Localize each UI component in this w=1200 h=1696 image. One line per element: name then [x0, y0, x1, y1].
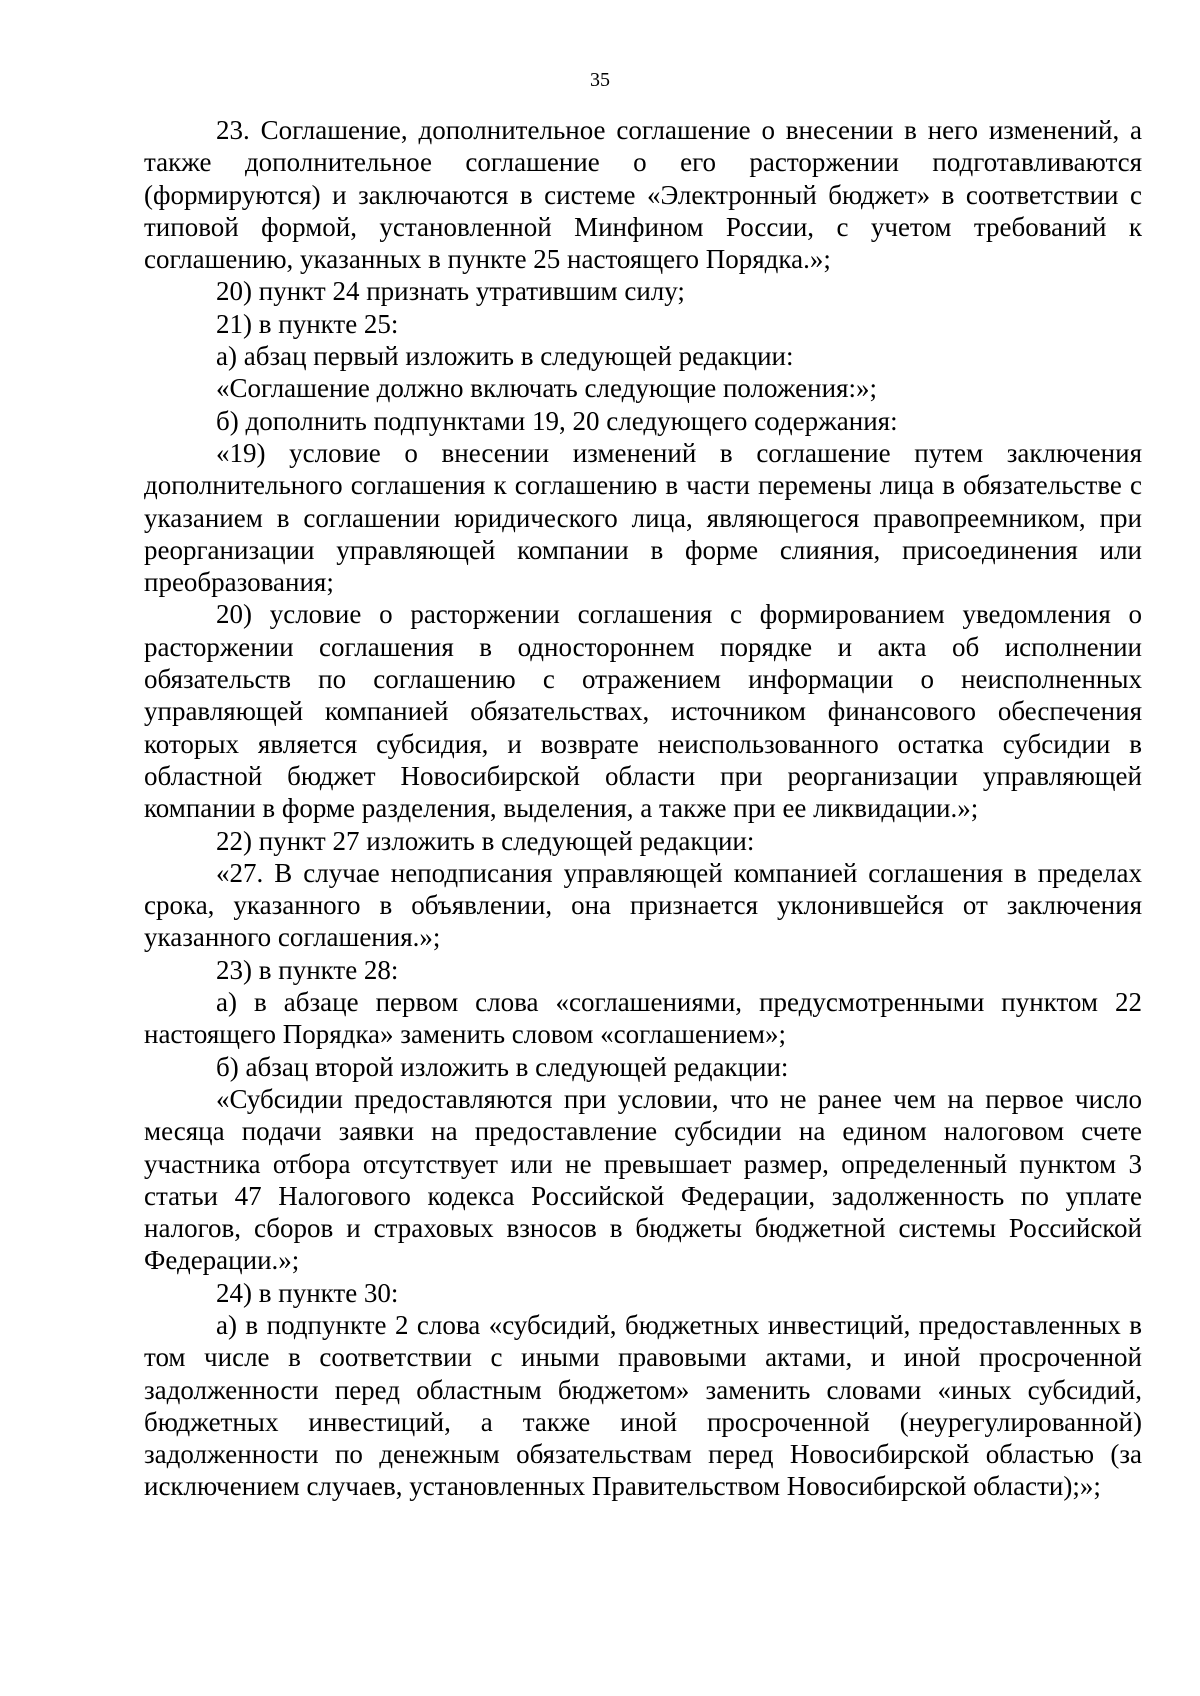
paragraph-item-22: 22) пункт 27 изложить в следующей редакции: [216, 825, 755, 856]
paragraph-item-21-a: а) абзац первый изложить в следующей редакции: [216, 341, 794, 372]
paragraph-item-23-b: б) абзац второй изложить в следующей редакции: [216, 1051, 789, 1082]
paragraph-item-21: 21) в пункте 25: [216, 308, 399, 339]
paragraph-subitem-20: 20) условие о расторжении соглашения с формированием уведомления о расторжении соглашения в одностороннем порядке и акта об исполнении обязательств по соглашению с отражением информации о неисполненных управляющей компанией обязательствах, источником финансового обеспечения которых является субсидия, и возврате неиспользованного остатка субсидии в областной бюджет Новосибирской области при реорганизации управляющей компании в форме разделения, выделения, а также при ее ликвидации.»; [144, 599, 1142, 824]
paragraph-item-24-a: а) в подпункте 2 слова «субсидий, бюджетных инвестиций, предоставленных в том числе в соответствии с иными правовыми актами, и иной просроченной задолженности перед областным бюджетом» заменить словами «иных субсидий, бюджетных инвестиций, а также иной просроченной (неурегулированной) задолженности по денежным обязательствам перед Новосибирской областью (за исключением случаев, установленных Правительством Новосибирской области);»; [144, 1309, 1142, 1502]
paragraph-item-24: 24) в пункте 30: [216, 1277, 399, 1308]
paragraph-item-21-b: б) дополнить подпунктами 19, 20 следующего содержания: [216, 405, 898, 436]
paragraph-item-21-a-text: «Соглашение должно включать следующие положения:»; [216, 373, 877, 404]
document-body [144, 114, 1142, 1503]
paragraph-clause-23: 23. Соглашение, дополнительное соглашение о внесении в него изменений, а также дополнительное соглашение о его расторжении подготавливаются (формируются) и заключаются в системе «Электронный бюджет» в соответствии с типовой формой, установленной Минфином России, с учетом требований к соглашению, указанных в пункте 25 настоящего Порядка.»; [144, 115, 1142, 275]
paragraph-item-23-a: а) в абзаце первом слова «соглашениями, предусмотренными пунктом 22 настоящего Порядка» заменить словом «соглашением»; [144, 987, 1142, 1050]
paragraph-subitem-19: «19) условие о внесении изменений в соглашение путем заключения дополнительного соглашения к соглашению в части перемены лица в обязательстве с указанием в соглашении юридического лица, являющегося правопреемником, при реорганизации управляющей компании в форме слияния, присоединения или преобразования; [144, 437, 1142, 598]
paragraph-item-23: 23) в пункте 28: [216, 954, 399, 985]
paragraph-item-23-b-text: «Субсидии предоставляются при условии, что не ранее чем на первое число месяца подачи заявки на предоставление субсидии на едином налоговом счете участника отбора отсутствует или не превышает размер, определенный пунктом 3 статьи 47 Налогового кодекса Российской Федерации, задолженность по уплате налогов, сборов и страховых взносов в бюджеты бюджетной системы Российской Федерации.»; [144, 1083, 1142, 1276]
paragraph-item-20: 20) пункт 24 признать утратившим силу; [216, 276, 685, 307]
page-number: 35 [590, 69, 610, 91]
paragraph-clause-27: «27. В случае неподписания управляющей компанией соглашения в пределах срока, указанного в объявлении, она признается уклонившейся от заключения указанного соглашения.»; [144, 857, 1142, 953]
